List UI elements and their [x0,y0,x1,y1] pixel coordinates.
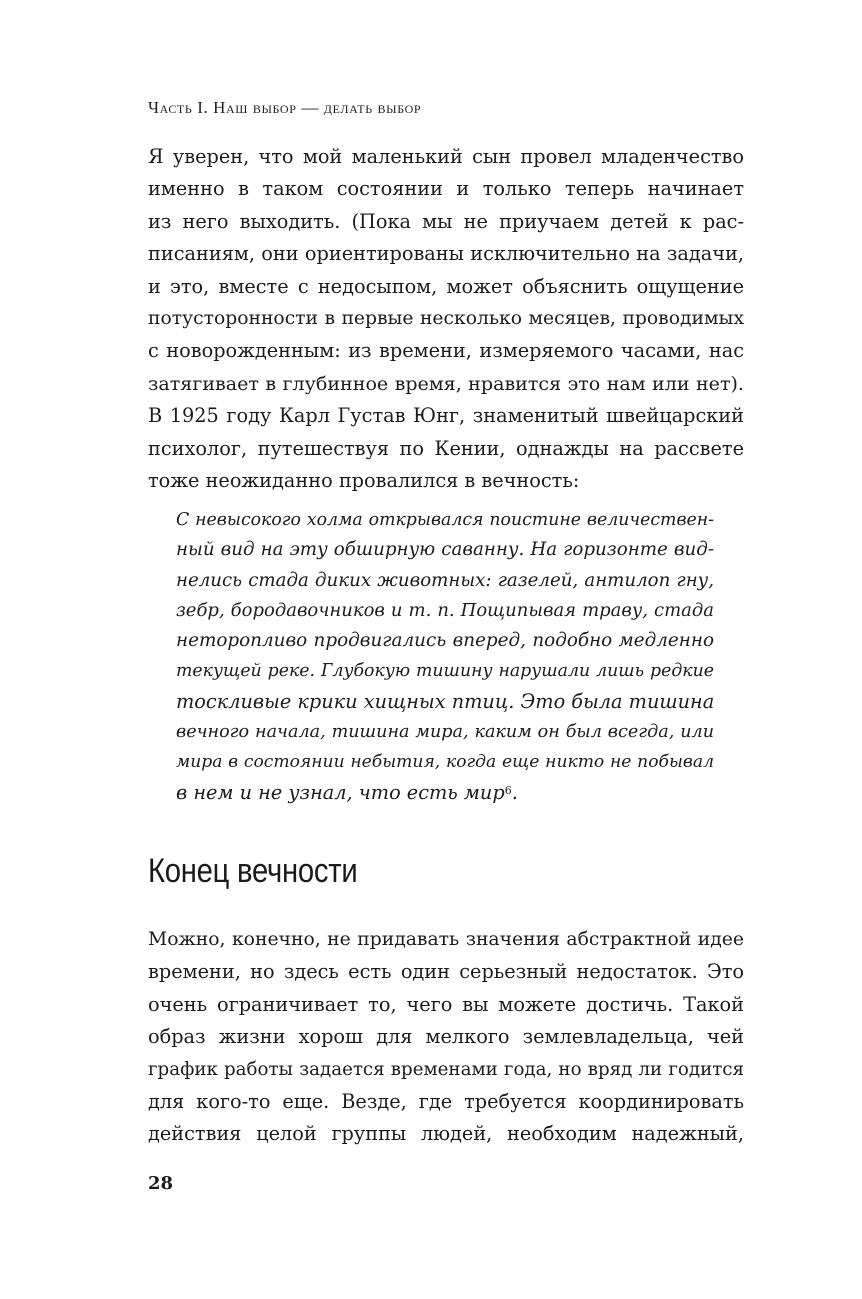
paragraph-line: очень ограничивает то, чего вы можете достичь. Такой [148,992,744,1016]
section-heading: Конец вечности [148,852,358,890]
paragraph-line: график работы задается временами года, но вряд ли годится [148,1058,744,1080]
block-quote [176,505,714,808]
quote-last-line: в нем и не узнал, что есть мир$^6$. [176,780,518,804]
page-number: 28 [148,1173,174,1194]
paragraph-line: образ жизни хорош для мелкого землевладельца, чей [148,1025,744,1049]
paragraph-2 [148,924,744,1151]
paragraph-line: из него выходить. (Пока мы не приучаем детей к рас- [148,209,744,233]
paragraph-line: с новорожденным: из времени, измеряемого часами, нас [148,339,744,363]
quote-line: вечного начала, тишина мира, каким он был всегда, или [176,722,714,743]
paragraph-line: потусторонности в первые несколько месяцев, проводимых [148,307,744,329]
paragraph-line: Можно, конечно, не придавать значения абстрактной идее [148,929,744,950]
quote-line: нелись стада диких животных: газелей, антилоп гну, [176,569,714,591]
paragraph-line: писаниям, они ориентированы исключительно на задачи, [148,242,744,266]
footnote-marker[interactable]: 6 [504,783,512,797]
paragraph-line: Я уверен, что мой маленький сын провел младенчество [148,145,744,168]
quote-line: текущей реке. Глубокую тишину нарушали лишь редкие [176,661,714,682]
quote-line: С невысокого холма открывался поистине величествен- [176,510,714,530]
quote-line-text: в нем и не узнал, что есть мир [176,780,505,804]
paragraph-line: для кого-то еще. Везде, где требуется координировать [148,1089,744,1113]
quote-line: ный вид на эту обширную саванну. На горизонте вид- [176,539,714,561]
paragraph-line: затягивает в глубинное время, нравится это нам или нет). [148,372,744,395]
paragraph-line: времени, но здесь есть один серьезный недостаток. Это [148,960,744,984]
paragraph-line: психолог, путешествуя по Кении, однажды на рассвете [148,436,744,460]
paragraph-line: тоже неожиданно провалился в вечность: [148,468,580,492]
quote-line: зебр, бородавочников и т. п. Пощипывая траву, стада [176,599,714,621]
quote-line: тоскливые крики хищных птиц. Это была тишина [176,689,715,713]
paragraph-line: В 1925 году Карл Густав Юнг, знаменитый швейцарский [148,404,744,428]
paragraph-line: действия целой группы людей, необходим надежный, [148,1122,744,1146]
paragraph-line: именно в таком состоянии и только теперь начинает [148,177,744,201]
running-head: Часть I. Наш выбор — делать выбор [148,98,422,117]
quote-line: мира в состоянии небытия, когда еще никто не побывал [176,752,714,773]
quote-line: неторопливо продвигались вперед, подобно медленно [176,630,714,652]
paragraph-line: и это, вместе с недосыпом, может объяснить ощущение [148,274,744,298]
paragraph-1 [148,141,744,497]
